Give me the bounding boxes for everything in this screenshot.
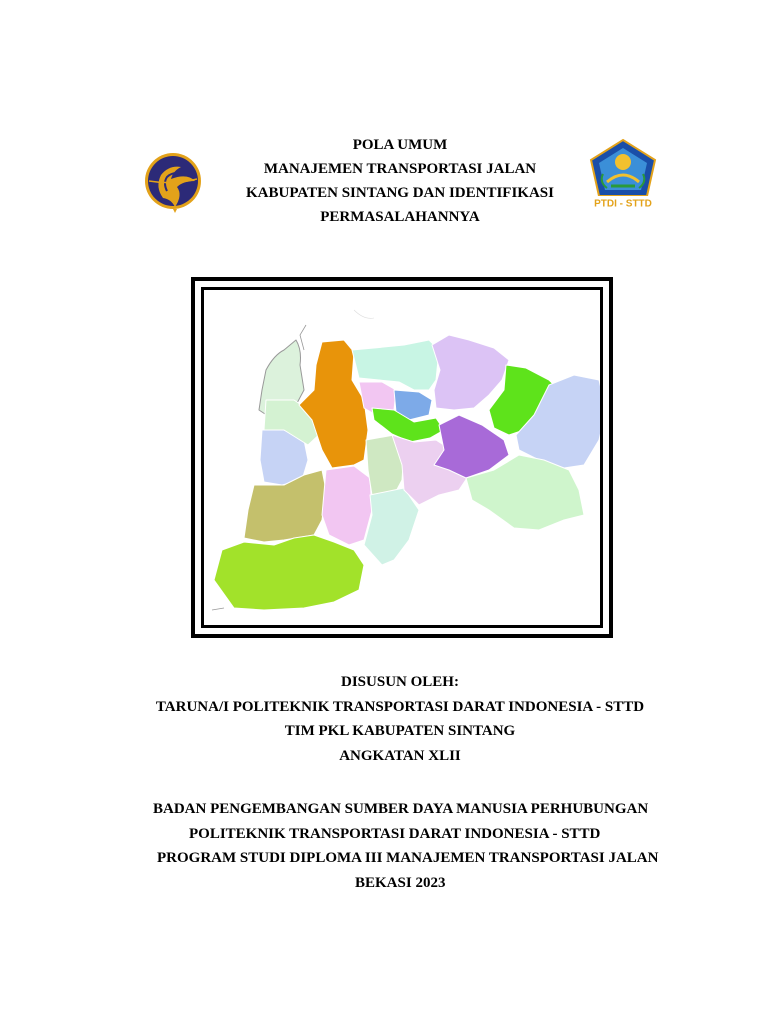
institution-agency: BADAN PENGEMBANGAN SUMBER DAYA MANUSIA PERHUBUNGAN — [153, 801, 649, 817]
district-mint-south — [364, 488, 419, 565]
title-line-1: POLA UMUM — [352, 137, 448, 153]
title-line-3: KABUPATEN SINTANG DAN IDENTIFIKASI — [246, 185, 554, 201]
kabupaten-sintang-district-map — [204, 290, 603, 628]
prepared-by-section — [100, 670, 700, 768]
prepared-by-team: TIM PKL KABUPATEN SINTANG — [284, 723, 516, 739]
prepared-by-author: TARUNA/I POLITEKNIK TRANSPORTASI DARAT INDONESIA - STTD — [155, 698, 645, 715]
ptdi-logo-text: PTDI - STTD — [594, 198, 652, 210]
institution-school: POLITEKNIK TRANSPORTASI DARAT INDONESIA - STTD — [189, 825, 601, 842]
prepared-by-label: DISUSUN OLEH: — [341, 674, 459, 690]
ptdi-sttd-emblem-icon — [585, 138, 661, 212]
district-pink-south — [322, 466, 372, 545]
map-frame — [191, 277, 613, 638]
institution-place-year: BEKASI 2023 — [355, 874, 446, 891]
map-frame-inner — [201, 287, 603, 628]
document-title — [200, 133, 600, 229]
district-lime — [214, 535, 364, 610]
institution-program: PROGRAM STUDI DIPLOMA III MANAJEMEN TRANSPORTASI JALAN — [157, 850, 659, 866]
title-line-4: PERMASALAHANNYA — [320, 209, 480, 225]
ministry-of-transport-emblem-icon — [143, 151, 207, 215]
prepared-by-batch: ANGKATAN XLII — [339, 747, 461, 764]
title-line-2: MANAJEMEN TRANSPORTASI JALAN — [263, 161, 537, 177]
